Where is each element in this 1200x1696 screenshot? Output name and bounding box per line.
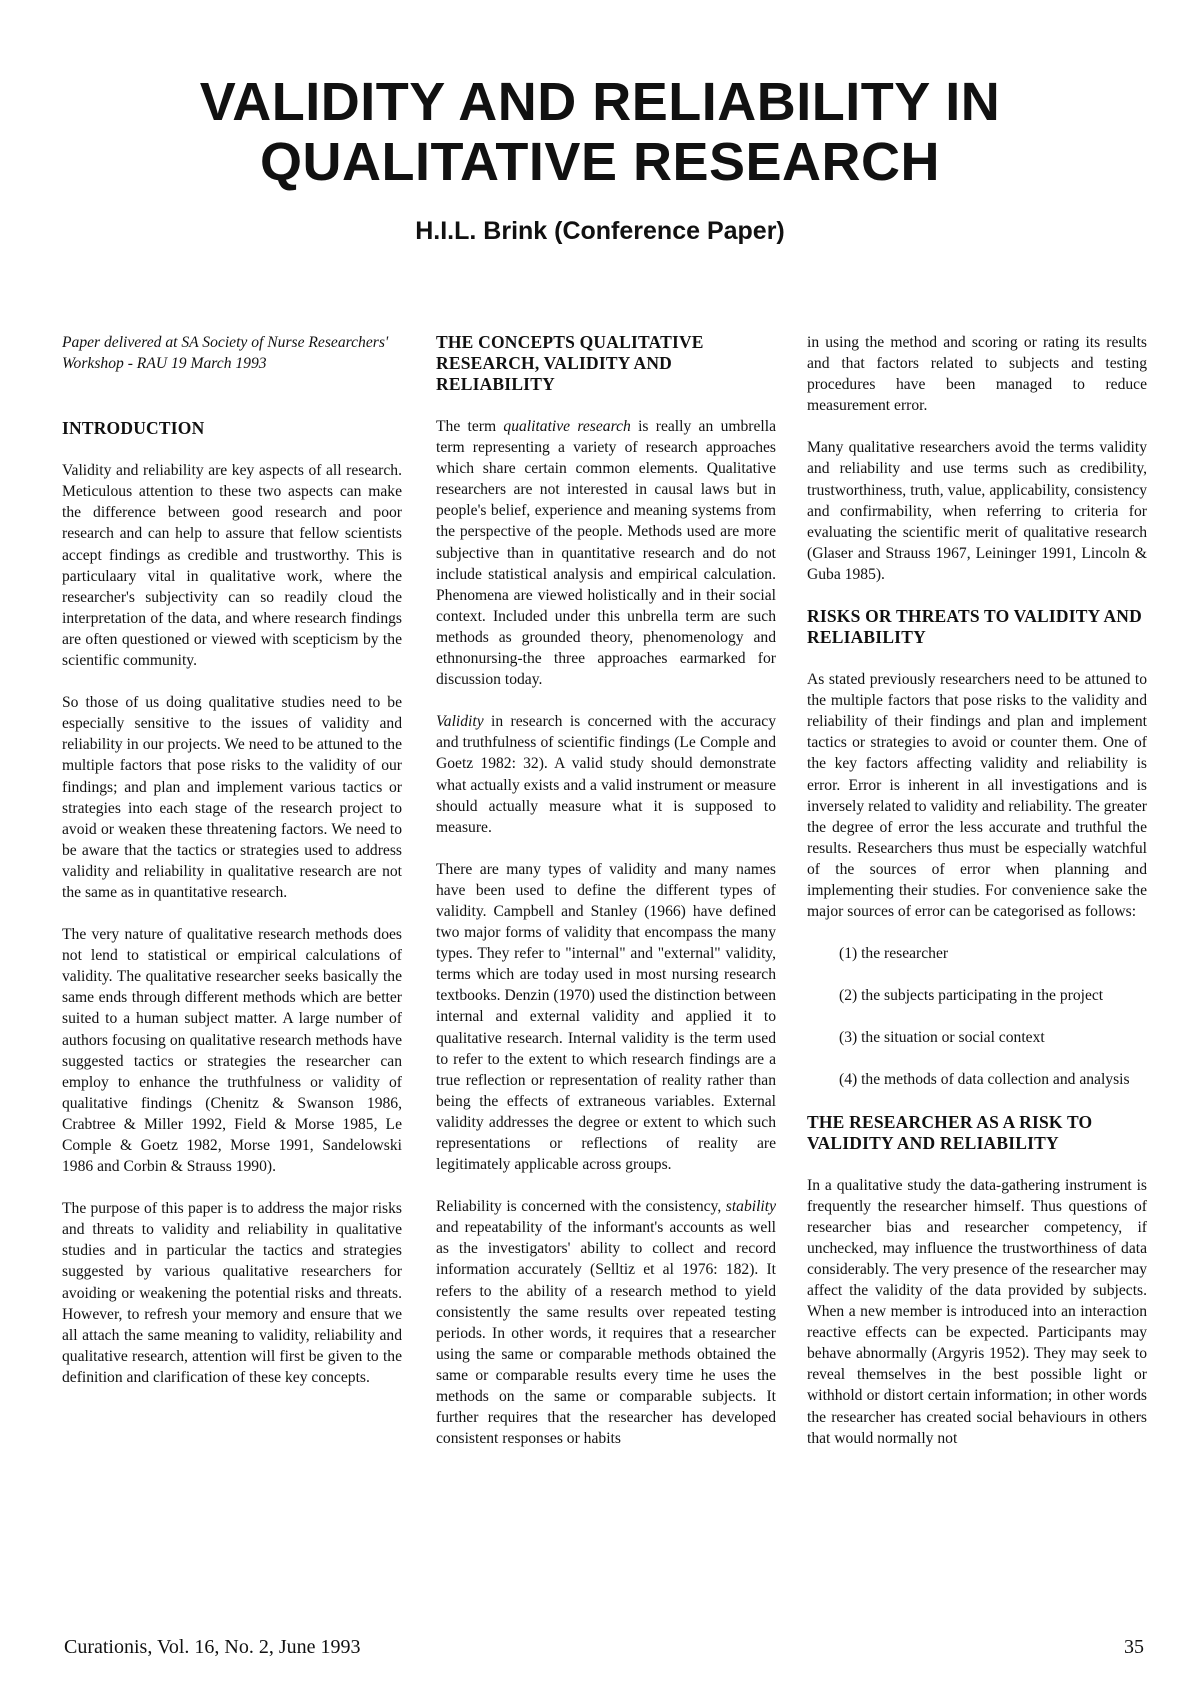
error-sources-list: [807, 943, 1147, 1090]
list-item: (3) the situation or social context: [839, 1029, 1045, 1047]
text-run: is really an umbrella term representing a variety of research approaches which share certain common elements. Qualitative researchers are not interested in causal laws but in people's belief, experience and meaning systems from the perspective of the people. Methods used are more subjective than in quantitative research and do not include statistical analysis and empirical calculation. Phenomena are viewed holistically and in their social context. Included under this unbrella term are such methods as grounded theory, phenomenology and ethnonursing-the three approaches earmarked for discussion today.: [436, 418, 776, 689]
list-item: (2) the subjects participating in the project: [839, 987, 1104, 1005]
journal-citation: Curationis, Vol. 16, No. 2, June 1993: [64, 1636, 361, 1658]
text-run: Reliability is concerned with the consistency,: [436, 1198, 726, 1216]
column-1: [62, 332, 402, 1409]
risks-heading: RISKS OR THREATS TO VALIDITY AND RELIABILITY: [807, 606, 1142, 648]
paragraph: The very nature of qualitative research methods does not lend to statistical or empirical calculations of validity. The qualitative researcher seeks basically the same ends through different methods which are better suited to a human subject matter. A large number of authors focusing on qualitative research methods have suggested tactics or strategies the researcher can employ to enhance the truthfulness or validity of qualitative findings (Chenitz & Swanson 1986, Crabtree & Miller 1992, Field & Morse 1985, Le Comple & Goetz 1982, Morse 1991, Sandelowski 1986 and Corbin & Strauss 1990).: [62, 926, 402, 1176]
paragraph: [436, 711, 776, 838]
paragraph: There are many types of validity and many names have been used to define the different types of validity. Campbell and Stanley (1966) have defined two major forms of validity that encompass the many types. They refer to "internal" and "external" validity, terms which are today used in most nursing research textbooks. Denzin (1970) used the distinction between internal and external validity and applied it to qualitative research. Internal validity is the term used to refer to the extent to which research findings are a true reflection or representation of reality rather than being the effects of extraneous variables. External validity addresses the degree or extent to which such representations or reflections of reality are legitimately applicable across groups.: [436, 860, 776, 1174]
researcher-risk-heading: THE RESEARCHER AS A RISK TO VALIDITY AND RELIABILITY: [807, 1111, 1093, 1153]
column-3: [807, 332, 1147, 1470]
paragraph: Validity and reliability are key aspects of all research. Meticulous attention to these two aspects can make the difference between good research and poor research and can help to assure that fellow scientists accept findings as credible and trustworthy. This is particulaary vital in qualitative work, where the researcher's subjectivity can so readily cloud the interpretation of the data, and where research findings are often questioned or viewed with scepticism by the scientific community.: [62, 462, 402, 670]
text-run: and repeatability of the informant's accounts as well as the investigators' ability to collect and record information accurately (Selltiz et al 1976: 182). It refers to the ability of a research method to yield consistently the same results over repeated testing periods. In other words, it requires that a researcher using the same or comparable methods obtained the same or comparable results every time he uses the methods on the same or comparable subjects. It further requires that the researcher has developed consistent responses or habits: [436, 1219, 776, 1448]
paragraph: As stated previously researchers need to be attuned to the multiple factors that pose risks to the validity and reliability of their findings and plan and implement tactics or strategies to avoid or counter them. One of the key factors affecting validity and reliability is error. Error is inherent in all investigations and is inversely related to validity and reliability. The greater the degree of error the less accurate and truthful the results. Researchers thus must be especially watchful of the sources of error when planning and implementing their studies. For convenience sake the major sources of error can be categorised as follows:: [807, 671, 1147, 921]
paragraph: In a qualitative study the data-gathering instrument is frequently the researcher himself. Thus questions of researcher bias and researcher competency, if unchecked, may influence the trustworthiness of data considerably. The very presence of the researcher may affect the validity of the data provided by subjects. When a new member is introduced into an interaction reactive effects can be expected. Participants may behave abnormally (Argyris 1952). They may seek to reveal themselves in the best possible light or withhold or distort certain information; in other words the researcher has created social behaviours in others that would normally not: [807, 1176, 1147, 1447]
paragraph: in using the method and scoring or rating its results and that factors related to subjects and testing procedures have been managed to reduce measurement error.: [807, 334, 1147, 415]
paragraph: [436, 416, 776, 690]
concepts-heading: THE CONCEPTS QUALITATIVE RESEARCH, VALIDITY AND RELIABILITY: [436, 332, 704, 394]
author-line: H.I.L. Brink (Conference Paper): [415, 217, 785, 245]
paragraph: So those of us doing qualitative studies need to be especially sensitive to the issues of validity and reliability in our projects. We need to be attuned to the multiple factors that pose risks to the validity of our findings; and plan and implement various tactics or strategies into each stage of the research project to avoid or weaken these threatening factors. We need to be aware that the tactics or strategies used to address validity and reliability in qualitative research are not the same as in quantitative research.: [62, 694, 402, 901]
paragraph: [436, 1196, 776, 1449]
text-run: The term: [436, 418, 504, 435]
list-item: (4) the methods of data collection and analysis: [839, 1071, 1130, 1089]
page-number: 35: [1124, 1636, 1144, 1658]
list-item: (1) the researcher: [839, 945, 949, 963]
emphasis-term: Validity: [436, 713, 484, 731]
introduction-heading: INTRODUCTION: [62, 418, 205, 439]
paper-title: VALIDITY AND RELIABILITY IN QUALITATIVE RESEARCH: [199, 72, 1001, 192]
paragraph: Many qualitative researchers avoid the terms validity and reliability and use terms such as credibility, trustworthiness, truth, value, applicability, consistency and confirmability, when referring to criteria for evaluating the scientific merit of qualitative research (Glaser and Strauss 1967, Leininger 1991, Lincoln & Guba 1985).: [807, 439, 1147, 583]
emphasis-term: stability: [725, 1198, 776, 1216]
paragraph: The purpose of this paper is to address the major risks and threats to validity and reliability in qualitative studies and in particular the tactics and strategies suggested by various qualitative researchers for avoiding or weakening the potential risks and threats. However, to refresh your memory and ensure that we all attach the same meaning to validity, reliability and qualitative research, attention will first be given to the definition and clarification of these key concepts.: [62, 1200, 402, 1386]
text-run: in research is concerned with the accuracy and truthfulness of scientific findings (Le Comple and Goetz 1982: 32). A valid study should demonstrate what actually exists and a valid instrument or measure should actually measure what it is supposed to measure.: [436, 713, 776, 836]
column-2: [436, 332, 776, 1470]
conference-note: Paper delivered at SA Society of Nurse Researchers' Workshop - RAU 19 March 1993: [62, 334, 389, 373]
emphasis-term: qualitative research: [503, 418, 631, 435]
